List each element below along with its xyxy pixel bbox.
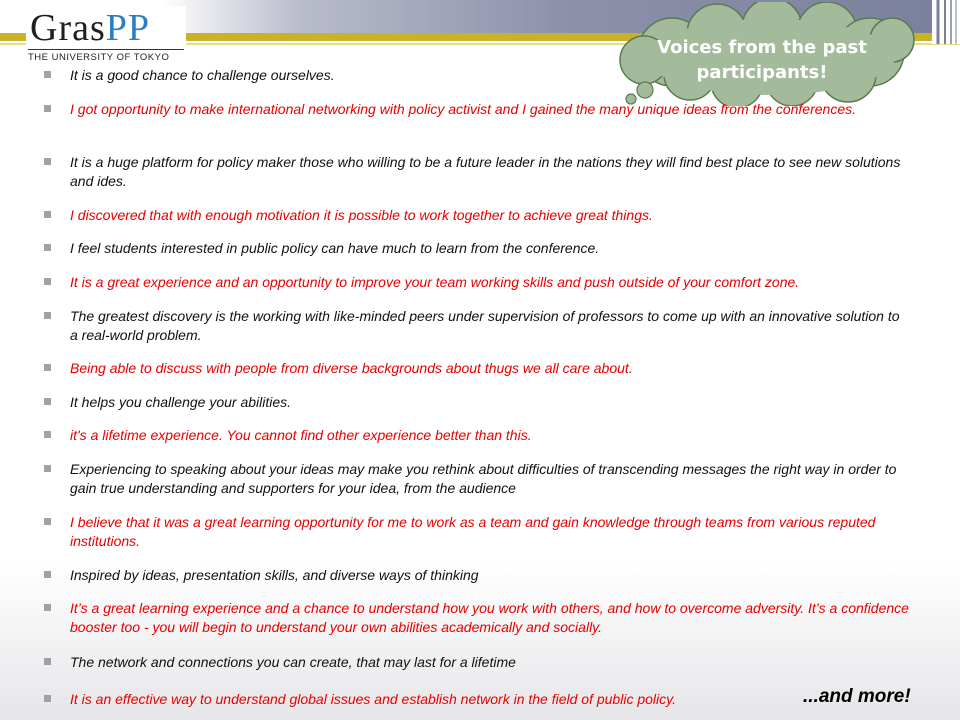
bullet-square-icon <box>44 571 51 578</box>
bullet-square-icon <box>44 278 51 285</box>
quote-text: Inspired by ideas, presentation skills, and diverse ways of thinking <box>70 567 479 583</box>
quote-text: The greatest discovery is the working with like-minded peers under supervision of professors to come up with an innovative solution to a real-world problem. <box>70 308 900 343</box>
quote-text: Experiencing to speaking about your ideas may make you rethink about difficulties of transcending messages the right way in order to gain true understanding and supporters for your idea, from the audience <box>70 461 897 496</box>
logo-wordmark <box>30 8 150 48</box>
quote-text: The network and connections you can create, that may last for a lifetime <box>70 654 516 670</box>
quote-text: I believe that it was a great learning opportunity for me to work as a team and gain knowledge through teams from various reputed institutions. <box>70 514 876 549</box>
bullet-square-icon <box>44 398 51 405</box>
quote-text: It is a good chance to challenge ourselves. <box>70 67 335 83</box>
bullet-square-icon <box>44 518 51 525</box>
bullet-square-icon <box>44 312 51 319</box>
quote-text: I discovered that with enough motivation it is possible to work together to achieve great things. <box>70 207 653 223</box>
bullet-square-icon <box>44 431 51 438</box>
quote-text: It’s a great learning experience and a chance to understand how you work with others, and how to overcome adversity. It’s a confidence booster too - you will begin to understand your own abilities academically and socially. <box>70 600 909 635</box>
quote-text: I feel students interested in public policy can have much to learn from the conference. <box>70 240 600 256</box>
bullet-square-icon <box>44 211 51 218</box>
logo-wordmark-gras: Gras <box>30 7 106 49</box>
bullet-square-icon <box>44 105 51 112</box>
quote-text: It is a huge platform for policy maker those who willing to be a future leader in the nations they will find best place to see new solutions and ides. <box>70 154 901 189</box>
quote-text: Being able to discuss with people from diverse backgrounds about thugs we all care about. <box>70 360 633 376</box>
quote-text: It is an effective way to understand global issues and establish network in the field of public policy. <box>70 691 676 707</box>
quote-text: it's a lifetime experience. You cannot find other experience better than this. <box>70 427 532 443</box>
logo-subtitle: THE UNIVERSITY OF TOKYO <box>28 52 170 63</box>
bullet-square-icon <box>44 695 51 702</box>
logo-divider <box>28 49 184 50</box>
grasspp-logo <box>26 6 186 64</box>
bullet-square-icon <box>44 71 51 78</box>
and-more-note: ...and more! <box>803 686 911 707</box>
bullet-square-icon <box>44 658 51 665</box>
quote-text: I got opportunity to make international networking with policy activist and I gained the many unique ideas from the conferences. <box>70 101 857 117</box>
quote-text: It helps you challenge your abilities. <box>70 394 292 410</box>
corner-decoration <box>932 0 960 44</box>
bullet-square-icon <box>44 244 51 251</box>
bullet-square-icon <box>44 465 51 472</box>
logo-wordmark-pp: PP <box>105 7 151 49</box>
bullet-square-icon <box>44 604 51 611</box>
bullet-square-icon <box>44 364 51 371</box>
quote-text: It is a great experience and an opportunity to improve your team working skills and push outside of your comfort zone. <box>70 274 800 290</box>
callout-line-2: participants! <box>696 62 828 83</box>
bullet-square-icon <box>44 158 51 165</box>
callout-line-1: Voices from the past <box>657 37 867 58</box>
